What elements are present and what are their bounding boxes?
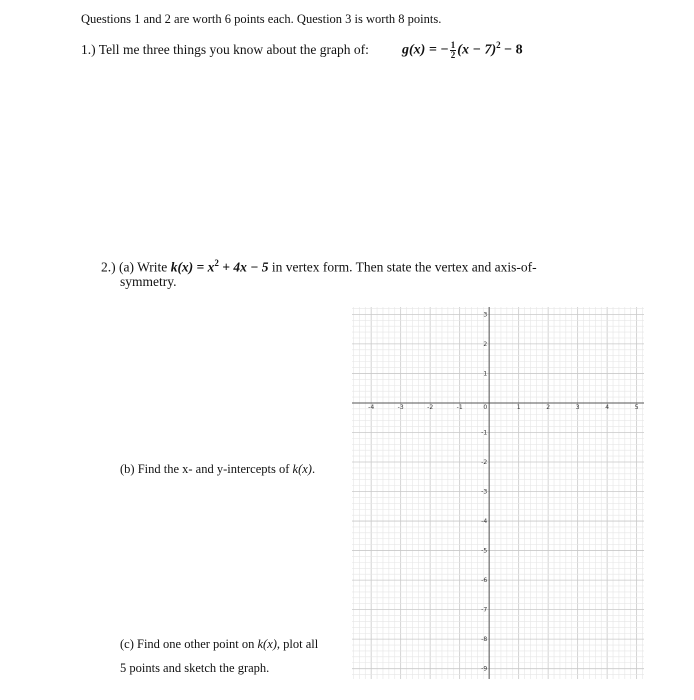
x-tick-label: 2 bbox=[546, 403, 551, 411]
question-2a bbox=[101, 258, 537, 276]
y-tick-label: 1 bbox=[483, 370, 488, 378]
k-function-tail: + 4x − 5 bbox=[218, 259, 269, 275]
y-tick-label: -2 bbox=[481, 459, 488, 466]
question-2b-suffix: . bbox=[311, 462, 316, 476]
g-tail: − 8 bbox=[500, 42, 523, 58]
x-tick-label: 0 bbox=[483, 403, 488, 411]
g-exponent: 2 bbox=[496, 40, 501, 50]
question-2a-prefix: 2.) (a) Write bbox=[101, 259, 171, 275]
k-function: k(x) = x bbox=[170, 259, 215, 275]
x-tick-label: -1 bbox=[456, 403, 463, 411]
question-2c-suffix: , plot all bbox=[276, 637, 319, 651]
question-2c-func: k(x) bbox=[257, 637, 277, 651]
question-2b-func: k(x) bbox=[292, 462, 312, 476]
question-1-function bbox=[402, 40, 523, 60]
question-1 bbox=[81, 42, 369, 58]
y-tick-label: -6 bbox=[481, 577, 488, 585]
fraction-denominator: 2 bbox=[450, 49, 456, 60]
g-lhs: g(x) = − bbox=[402, 42, 449, 58]
question-2b bbox=[120, 462, 315, 477]
y-tick-label: -4 bbox=[481, 518, 488, 526]
x-tick-label: 4 bbox=[605, 403, 610, 411]
y-tick-label: -3 bbox=[481, 488, 488, 496]
g-rhs: (x − 7) bbox=[457, 42, 497, 58]
x-tick-label: -2 bbox=[427, 403, 434, 411]
y-tick-label: -7 bbox=[481, 606, 488, 614]
question-2a-suffix: in vertex form. Then state the vertex and axis-of- bbox=[268, 259, 537, 275]
instructions-header: Questions 1 and 2 are worth 6 points each. Question 3 is worth 8 points. bbox=[81, 12, 442, 26]
y-tick-label: -5 bbox=[481, 547, 488, 555]
y-tick-label: 2 bbox=[483, 340, 488, 348]
question-2c bbox=[120, 637, 318, 652]
fraction-numerator: 1 bbox=[450, 39, 456, 50]
coordinate-grid[interactable] bbox=[352, 307, 644, 679]
question-2c-prefix: (c) Find one other point on bbox=[120, 637, 258, 651]
question-2b-prefix: (b) Find the x- and y-intercepts of bbox=[120, 462, 293, 476]
x-tick-label: -4 bbox=[368, 403, 375, 411]
one-half-fraction bbox=[450, 41, 457, 60]
k-exponent: 2 bbox=[214, 258, 219, 268]
x-tick-label: 1 bbox=[516, 403, 521, 411]
question-1-text: Tell me three things you know about the graph of: bbox=[98, 42, 369, 57]
y-tick-label: 3 bbox=[483, 311, 488, 319]
question-2a-line2: symmetry. bbox=[120, 274, 177, 289]
question-1-number: 1.) bbox=[81, 42, 96, 57]
x-tick-label: 3 bbox=[575, 403, 580, 411]
x-tick-label: -3 bbox=[397, 403, 404, 411]
y-tick-label: -8 bbox=[481, 636, 488, 644]
x-tick-label: 5 bbox=[634, 403, 639, 411]
question-2c-line2: 5 points and sketch the graph. bbox=[120, 661, 270, 675]
y-tick-label: -9 bbox=[481, 665, 488, 673]
y-tick-label: -1 bbox=[481, 429, 488, 437]
